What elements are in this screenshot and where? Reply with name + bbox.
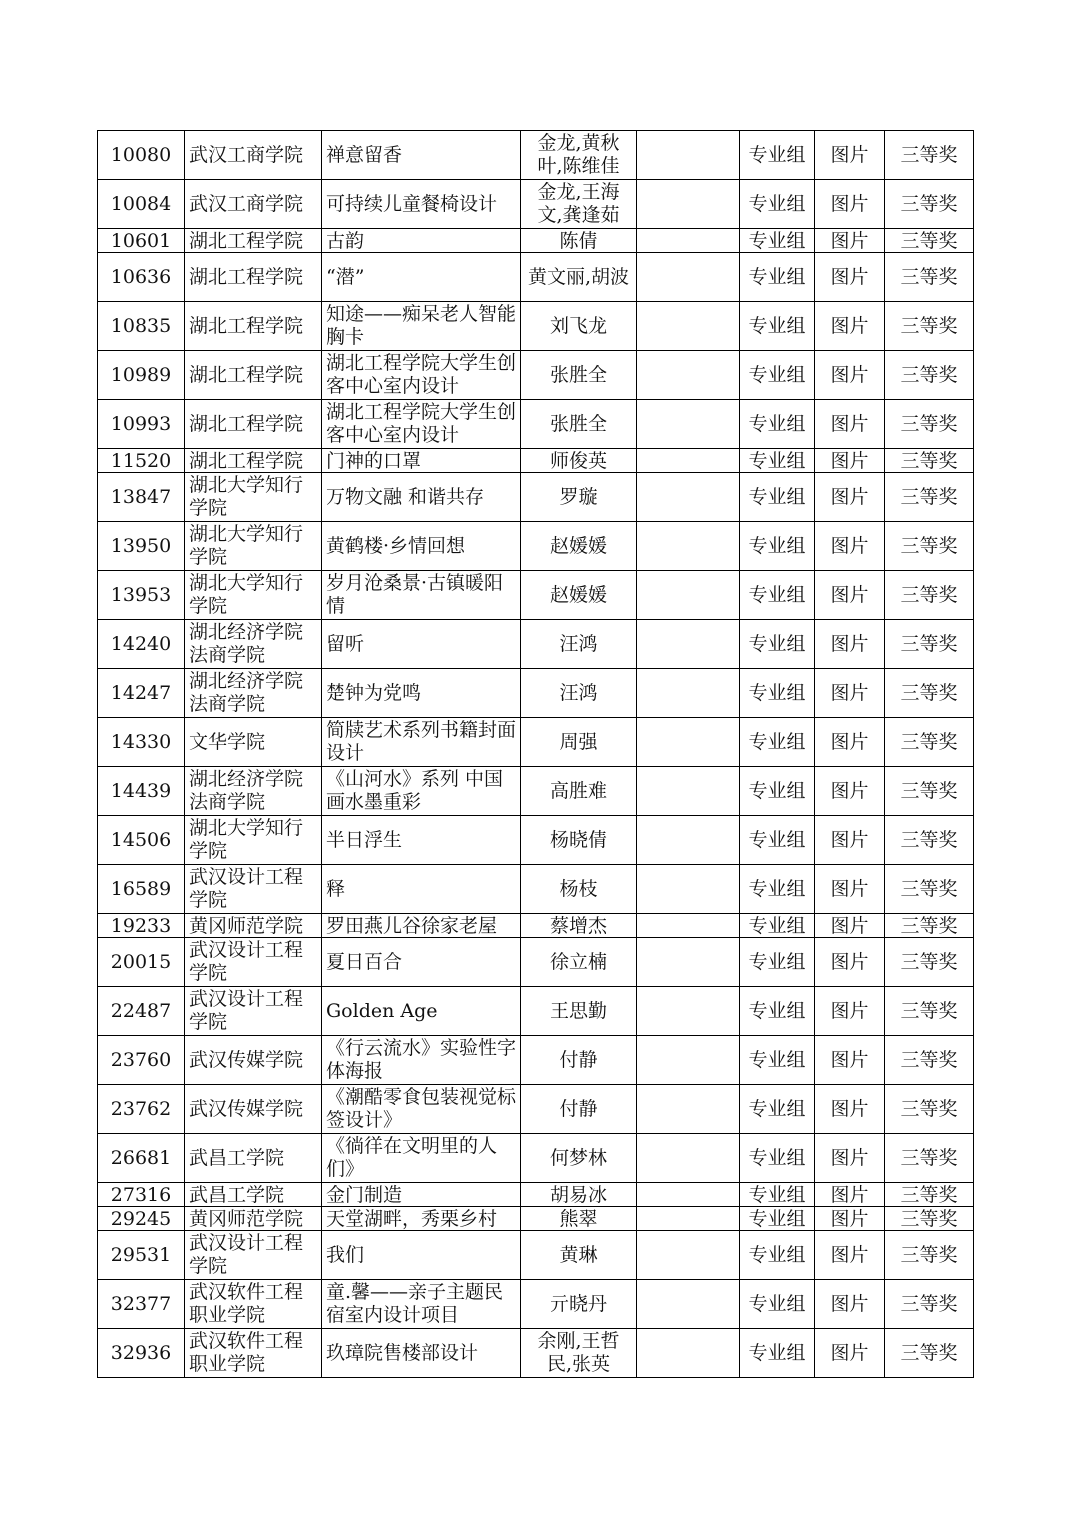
work-title: 玖璋院售楼部设计	[322, 1329, 521, 1378]
author-names: 张胜全	[521, 400, 637, 449]
school-name: 湖北工程学院	[185, 253, 322, 302]
awards-table	[97, 130, 974, 1378]
work-type: 图片	[815, 914, 885, 938]
work-type: 图片	[815, 938, 885, 987]
table-row	[98, 571, 974, 620]
award-level: 三等奖	[885, 229, 974, 253]
award-level: 三等奖	[885, 816, 974, 865]
work-type: 图片	[815, 1207, 885, 1231]
school-name: 湖北大学知行学院	[185, 816, 322, 865]
group-label: 专业组	[740, 1231, 815, 1280]
group-label: 专业组	[740, 1085, 815, 1134]
school-name: 湖北工程学院	[185, 351, 322, 400]
work-type: 图片	[815, 1134, 885, 1183]
blank-cell	[637, 400, 740, 449]
table-row	[98, 522, 974, 571]
work-type: 图片	[815, 473, 885, 522]
school-name: 武汉工商学院	[185, 180, 322, 229]
author-names: 汪鸿	[521, 620, 637, 669]
school-name: 武汉传媒学院	[185, 1085, 322, 1134]
author-names: 师俊英	[521, 449, 637, 473]
award-level: 三等奖	[885, 571, 974, 620]
author-names: 刘飞龙	[521, 302, 637, 351]
work-type: 图片	[815, 131, 885, 180]
entry-id: 23760	[98, 1036, 185, 1085]
work-type: 图片	[815, 449, 885, 473]
work-title: 楚钟为党鸣	[322, 669, 521, 718]
group-label: 专业组	[740, 938, 815, 987]
author-names: 王思勤	[521, 987, 637, 1036]
work-title: 《山河水》系列 中国画水墨重彩	[322, 767, 521, 816]
table-row	[98, 1231, 974, 1280]
group-label: 专业组	[740, 767, 815, 816]
table-row	[98, 1036, 974, 1085]
blank-cell	[637, 1207, 740, 1231]
work-title: 《潮酷零食包装视觉标签设计》	[322, 1085, 521, 1134]
work-type: 图片	[815, 1231, 885, 1280]
entry-id: 20015	[98, 938, 185, 987]
author-names: 罗璇	[521, 473, 637, 522]
table-row	[98, 669, 974, 718]
author-names: 陈倩	[521, 229, 637, 253]
work-type: 图片	[815, 1036, 885, 1085]
table-row	[98, 1207, 974, 1231]
entry-id: 10601	[98, 229, 185, 253]
blank-cell	[637, 865, 740, 914]
blank-cell	[637, 473, 740, 522]
school-name: 武昌工学院	[185, 1183, 322, 1207]
group-label: 专业组	[740, 180, 815, 229]
award-level: 三等奖	[885, 449, 974, 473]
entry-id: 22487	[98, 987, 185, 1036]
work-type: 图片	[815, 571, 885, 620]
school-name: 武汉设计工程学院	[185, 938, 322, 987]
author-names: 高胜难	[521, 767, 637, 816]
award-level: 三等奖	[885, 180, 974, 229]
entry-id: 14240	[98, 620, 185, 669]
work-title: 湖北工程学院大学生创客中心室内设计	[322, 351, 521, 400]
entry-id: 13847	[98, 473, 185, 522]
school-name: 湖北大学知行学院	[185, 522, 322, 571]
entry-id: 10989	[98, 351, 185, 400]
table-row	[98, 816, 974, 865]
work-title: 夏日百合	[322, 938, 521, 987]
work-type: 图片	[815, 865, 885, 914]
blank-cell	[637, 1036, 740, 1085]
entry-id: 10080	[98, 131, 185, 180]
table-row	[98, 1085, 974, 1134]
blank-cell	[637, 253, 740, 302]
work-type: 图片	[815, 987, 885, 1036]
blank-cell	[637, 1134, 740, 1183]
entry-id: 10084	[98, 180, 185, 229]
school-name: 湖北经济学院法商学院	[185, 767, 322, 816]
work-title: 罗田燕儿谷徐家老屋	[322, 914, 521, 938]
table-row	[98, 180, 974, 229]
work-type: 图片	[815, 1329, 885, 1378]
author-names: 熊翠	[521, 1207, 637, 1231]
work-type: 图片	[815, 351, 885, 400]
award-level: 三等奖	[885, 620, 974, 669]
school-name: 湖北工程学院	[185, 400, 322, 449]
work-type: 图片	[815, 767, 885, 816]
award-level: 三等奖	[885, 522, 974, 571]
entry-id: 14330	[98, 718, 185, 767]
school-name: 湖北工程学院	[185, 229, 322, 253]
blank-cell	[637, 522, 740, 571]
award-level: 三等奖	[885, 767, 974, 816]
author-names: 杨晓倩	[521, 816, 637, 865]
school-name: 湖北工程学院	[185, 302, 322, 351]
entry-id: 32936	[98, 1329, 185, 1378]
table-row	[98, 865, 974, 914]
work-type: 图片	[815, 229, 885, 253]
work-title: 古韵	[322, 229, 521, 253]
author-names: 亓晓丹	[521, 1280, 637, 1329]
group-label: 专业组	[740, 400, 815, 449]
author-names: 余刚,王哲民,张英	[521, 1329, 637, 1378]
blank-cell	[637, 351, 740, 400]
entry-id: 14439	[98, 767, 185, 816]
blank-cell	[637, 987, 740, 1036]
work-title: 天堂湖畔，秀栗乡村	[322, 1207, 521, 1231]
work-title: 门神的口罩	[322, 449, 521, 473]
entry-id: 23762	[98, 1085, 185, 1134]
group-label: 专业组	[740, 1329, 815, 1378]
entry-id: 10835	[98, 302, 185, 351]
award-level: 三等奖	[885, 302, 974, 351]
school-name: 武汉工商学院	[185, 131, 322, 180]
blank-cell	[637, 620, 740, 669]
blank-cell	[637, 816, 740, 865]
work-type: 图片	[815, 400, 885, 449]
work-title: 黄鹤楼·乡情回想	[322, 522, 521, 571]
work-title: 我们	[322, 1231, 521, 1280]
table-row	[98, 987, 974, 1036]
entry-id: 32377	[98, 1280, 185, 1329]
school-name: 武昌工学院	[185, 1134, 322, 1183]
award-level: 三等奖	[885, 1231, 974, 1280]
author-names: 张胜全	[521, 351, 637, 400]
blank-cell	[637, 669, 740, 718]
table-row	[98, 131, 974, 180]
author-names: 黄文丽,胡波	[521, 253, 637, 302]
work-title: 金门制造	[322, 1183, 521, 1207]
entry-id: 13950	[98, 522, 185, 571]
award-level: 三等奖	[885, 1329, 974, 1378]
table-row	[98, 1134, 974, 1183]
author-names: 蔡增杰	[521, 914, 637, 938]
author-names: 赵媛媛	[521, 571, 637, 620]
blank-cell	[637, 914, 740, 938]
work-type: 图片	[815, 253, 885, 302]
author-names: 付静	[521, 1085, 637, 1134]
work-type: 图片	[815, 180, 885, 229]
group-label: 专业组	[740, 131, 815, 180]
blank-cell	[637, 1280, 740, 1329]
work-title: 岁月沧桑景·古镇暖阳情	[322, 571, 521, 620]
work-type: 图片	[815, 522, 885, 571]
award-level: 三等奖	[885, 400, 974, 449]
group-label: 专业组	[740, 522, 815, 571]
work-type: 图片	[815, 669, 885, 718]
table-row	[98, 229, 974, 253]
work-type: 图片	[815, 302, 885, 351]
award-level: 三等奖	[885, 1207, 974, 1231]
group-label: 专业组	[740, 914, 815, 938]
blank-cell	[637, 1085, 740, 1134]
work-title: 留听	[322, 620, 521, 669]
school-name: 湖北经济学院法商学院	[185, 669, 322, 718]
work-title: 《徜徉在文明里的人们》	[322, 1134, 521, 1183]
work-title: 童.馨——亲子主题民宿室内设计项目	[322, 1280, 521, 1329]
award-level: 三等奖	[885, 718, 974, 767]
entry-id: 13953	[98, 571, 185, 620]
entry-id: 11520	[98, 449, 185, 473]
blank-cell	[637, 767, 740, 816]
work-type: 图片	[815, 816, 885, 865]
table-row	[98, 938, 974, 987]
table-row	[98, 400, 974, 449]
author-names: 黄琳	[521, 1231, 637, 1280]
award-level: 三等奖	[885, 1134, 974, 1183]
school-name: 武汉设计工程学院	[185, 1231, 322, 1280]
blank-cell	[637, 131, 740, 180]
author-names: 金龙,黄秋叶,陈维佳	[521, 131, 637, 180]
work-title: 简牍艺术系列书籍封面设计	[322, 718, 521, 767]
work-title: 可持续儿童餐椅设计	[322, 180, 521, 229]
entry-id: 14506	[98, 816, 185, 865]
entry-id: 27316	[98, 1183, 185, 1207]
award-level: 三等奖	[885, 865, 974, 914]
author-names: 何梦林	[521, 1134, 637, 1183]
entry-id: 26681	[98, 1134, 185, 1183]
blank-cell	[637, 449, 740, 473]
entry-id: 29531	[98, 1231, 185, 1280]
work-title: 知途——痴呆老人智能胸卡	[322, 302, 521, 351]
work-type: 图片	[815, 718, 885, 767]
author-names: 金龙,王海文,龚逢茹	[521, 180, 637, 229]
blank-cell	[637, 571, 740, 620]
school-name: 文华学院	[185, 718, 322, 767]
blank-cell	[637, 180, 740, 229]
author-names: 付静	[521, 1036, 637, 1085]
group-label: 专业组	[740, 987, 815, 1036]
table-row	[98, 1183, 974, 1207]
group-label: 专业组	[740, 1036, 815, 1085]
award-level: 三等奖	[885, 473, 974, 522]
work-title: 半日浮生	[322, 816, 521, 865]
blank-cell	[637, 1231, 740, 1280]
work-title: 万物文融 和谐共存	[322, 473, 521, 522]
author-names: 徐立楠	[521, 938, 637, 987]
award-level: 三等奖	[885, 1183, 974, 1207]
entry-id: 19233	[98, 914, 185, 938]
author-names: 汪鸿	[521, 669, 637, 718]
group-label: 专业组	[740, 1280, 815, 1329]
group-label: 专业组	[740, 571, 815, 620]
award-level: 三等奖	[885, 1036, 974, 1085]
work-type: 图片	[815, 620, 885, 669]
award-level: 三等奖	[885, 938, 974, 987]
table-row	[98, 914, 974, 938]
blank-cell	[637, 1329, 740, 1378]
author-names: 杨枝	[521, 865, 637, 914]
blank-cell	[637, 229, 740, 253]
entry-id: 10636	[98, 253, 185, 302]
school-name: 湖北大学知行学院	[185, 473, 322, 522]
award-level: 三等奖	[885, 987, 974, 1036]
group-label: 专业组	[740, 718, 815, 767]
table-row	[98, 620, 974, 669]
award-level: 三等奖	[885, 253, 974, 302]
school-name: 黄冈师范学院	[185, 914, 322, 938]
work-title: 《行云流水》实验性字体海报	[322, 1036, 521, 1085]
entry-id: 10993	[98, 400, 185, 449]
group-label: 专业组	[740, 449, 815, 473]
group-label: 专业组	[740, 302, 815, 351]
table-row	[98, 1329, 974, 1378]
school-name: 湖北经济学院法商学院	[185, 620, 322, 669]
table-row	[98, 1280, 974, 1329]
award-level: 三等奖	[885, 351, 974, 400]
group-label: 专业组	[740, 473, 815, 522]
work-type: 图片	[815, 1280, 885, 1329]
award-level: 三等奖	[885, 1085, 974, 1134]
school-name: 武汉软件工程职业学院	[185, 1280, 322, 1329]
blank-cell	[637, 718, 740, 767]
author-names: 赵媛媛	[521, 522, 637, 571]
table-row	[98, 473, 974, 522]
group-label: 专业组	[740, 253, 815, 302]
group-label: 专业组	[740, 1134, 815, 1183]
school-name: 武汉软件工程职业学院	[185, 1329, 322, 1378]
award-level: 三等奖	[885, 131, 974, 180]
group-label: 专业组	[740, 816, 815, 865]
table-row	[98, 449, 974, 473]
award-level: 三等奖	[885, 669, 974, 718]
table-row	[98, 253, 974, 302]
award-level: 三等奖	[885, 914, 974, 938]
group-label: 专业组	[740, 351, 815, 400]
entry-id: 14247	[98, 669, 185, 718]
group-label: 专业组	[740, 865, 815, 914]
entry-id: 16589	[98, 865, 185, 914]
school-name: 武汉设计工程学院	[185, 865, 322, 914]
table-row	[98, 767, 974, 816]
work-title: 禅意留香	[322, 131, 521, 180]
school-name: 黄冈师范学院	[185, 1207, 322, 1231]
blank-cell	[637, 1183, 740, 1207]
group-label: 专业组	[740, 669, 815, 718]
blank-cell	[637, 302, 740, 351]
author-names: 胡易冰	[521, 1183, 637, 1207]
group-label: 专业组	[740, 229, 815, 253]
school-name: 武汉设计工程学院	[185, 987, 322, 1036]
work-title: “潜”	[322, 253, 521, 302]
entry-id: 29245	[98, 1207, 185, 1231]
group-label: 专业组	[740, 620, 815, 669]
work-title: 释	[322, 865, 521, 914]
table-body	[98, 131, 974, 1378]
table-row	[98, 351, 974, 400]
school-name: 湖北大学知行学院	[185, 571, 322, 620]
work-title: Golden Age	[322, 987, 521, 1036]
work-type: 图片	[815, 1183, 885, 1207]
work-title: 湖北工程学院大学生创客中心室内设计	[322, 400, 521, 449]
author-names: 周强	[521, 718, 637, 767]
school-name: 湖北工程学院	[185, 449, 322, 473]
work-type: 图片	[815, 1085, 885, 1134]
group-label: 专业组	[740, 1183, 815, 1207]
award-level: 三等奖	[885, 1280, 974, 1329]
table-row	[98, 302, 974, 351]
blank-cell	[637, 938, 740, 987]
school-name: 武汉传媒学院	[185, 1036, 322, 1085]
table-row	[98, 718, 974, 767]
group-label: 专业组	[740, 1207, 815, 1231]
